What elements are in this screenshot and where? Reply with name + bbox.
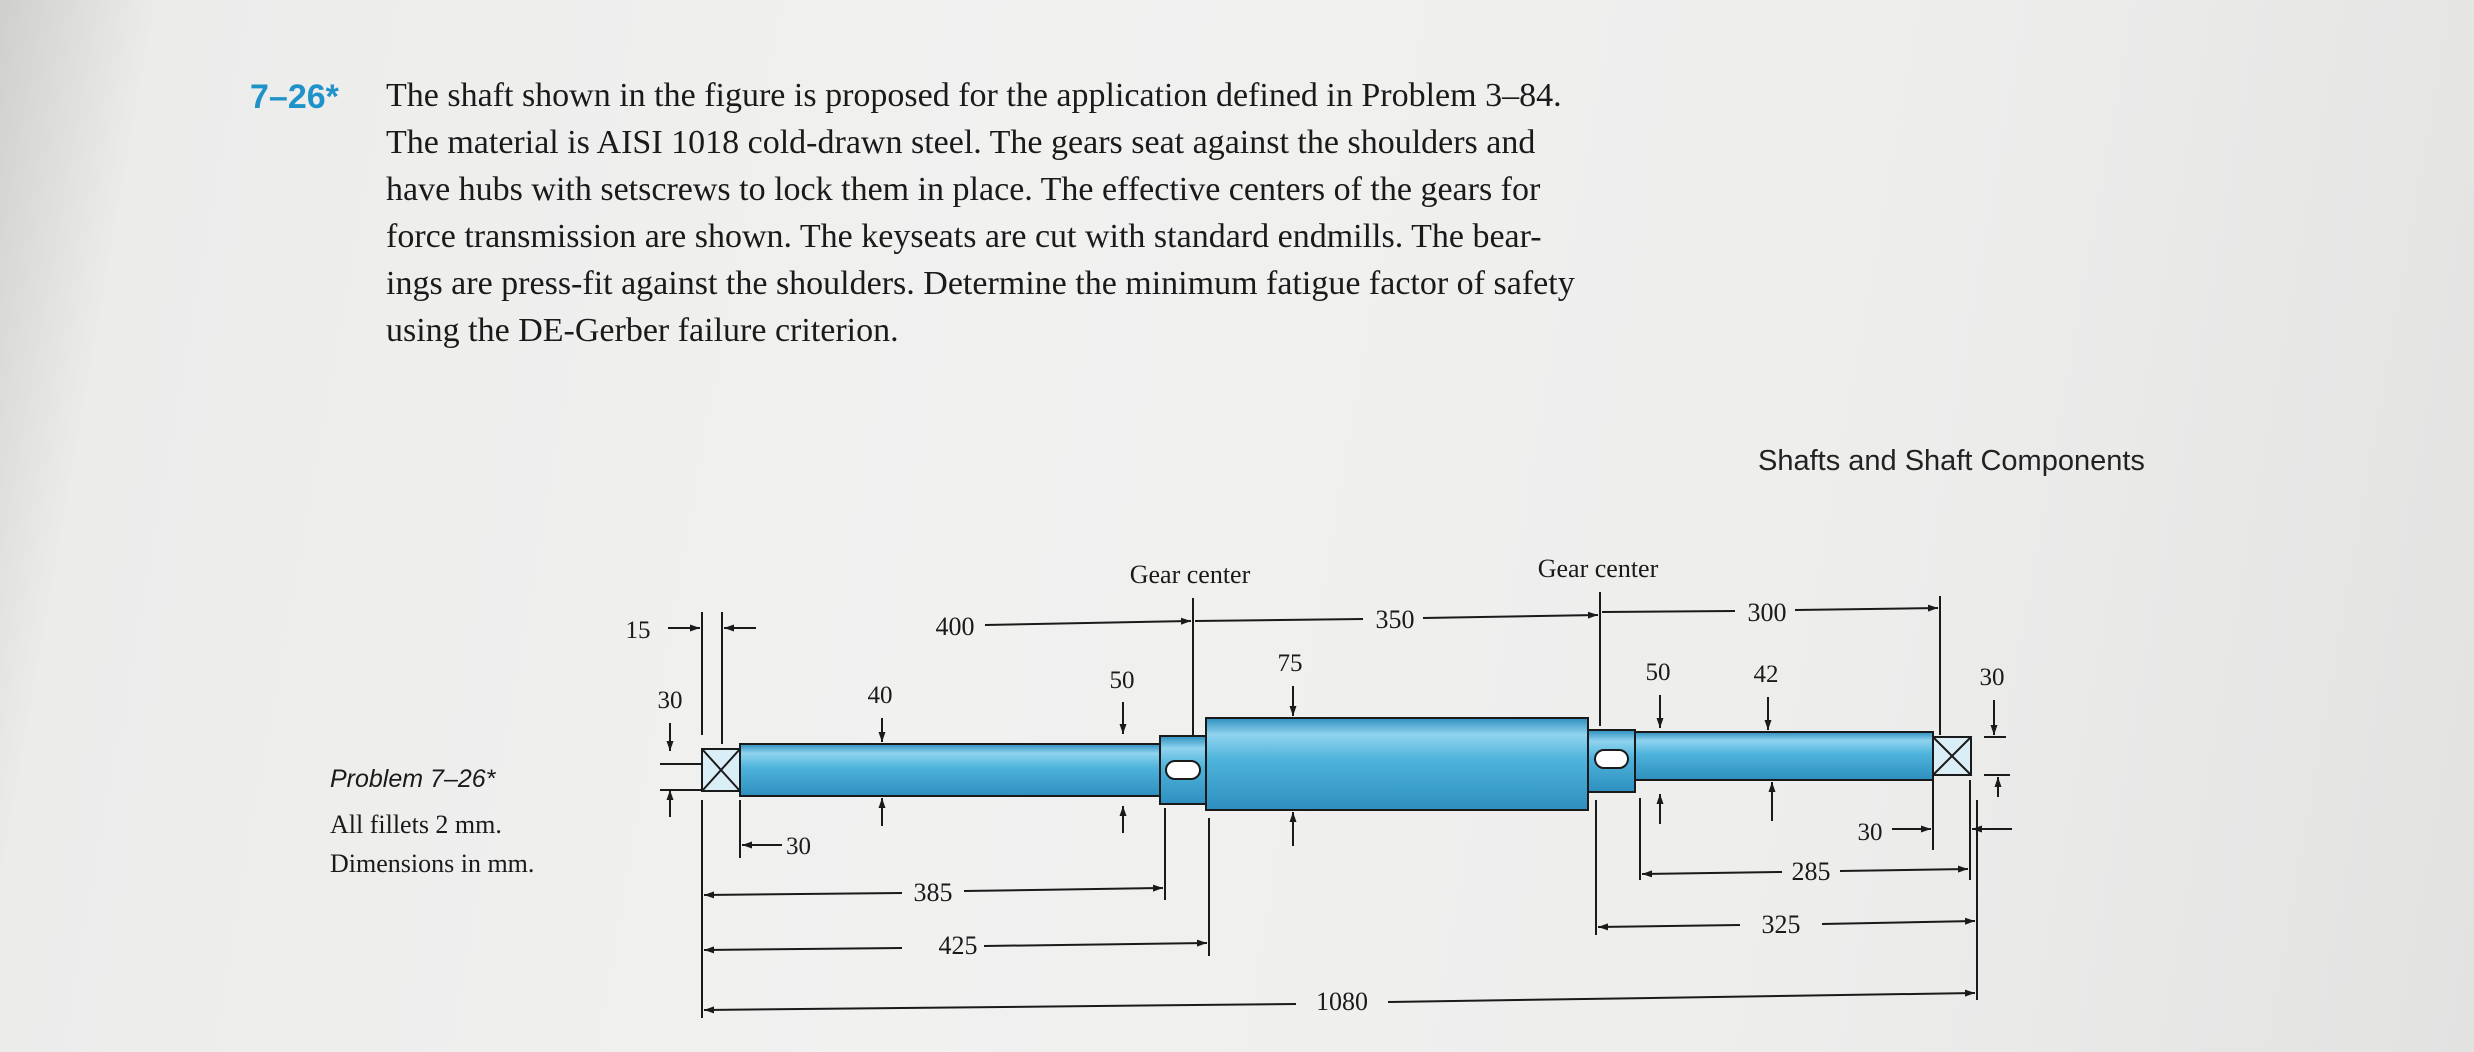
problem-line: ings are press-fit against the shoulders. Determine the minimum fatigue factor of safety <box>386 265 1575 302</box>
collar-75 <box>1206 718 1588 810</box>
gear-center-left-label: Gear center <box>1129 560 1251 589</box>
dim-1080: 1080 <box>1316 987 1368 1016</box>
left-keyseat <box>1166 761 1200 779</box>
caption-fillets: All fillets 2 mm. <box>330 810 502 839</box>
dim-425: 425 <box>938 931 978 960</box>
dim-400: 400 <box>935 612 975 641</box>
section-40 <box>740 744 1160 796</box>
dia-75: 75 <box>1277 650 1303 677</box>
dim-350: 350 <box>1375 605 1415 634</box>
section-42 <box>1635 732 1933 780</box>
dia-30-right: 30 <box>1979 664 2005 691</box>
bottom-dimensions <box>702 780 2012 1018</box>
chapter-header: Shafts and Shaft Components <box>1758 445 2145 477</box>
problem-number: 7–26* <box>250 78 339 116</box>
problem-line: force transmission are shown. The keyseats are cut with standard endmills. The bear- <box>386 218 1542 255</box>
dim-385: 385 <box>913 878 953 907</box>
len-30-left: 30 <box>786 833 811 860</box>
dia-40: 40 <box>867 682 893 709</box>
dim-325: 325 <box>1761 910 1801 939</box>
caption-title: Problem 7–26* <box>330 765 496 793</box>
len-30-right: 30 <box>1857 819 1883 846</box>
dim-15: 15 <box>625 617 651 644</box>
dia-42: 42 <box>1753 661 1779 688</box>
problem-line: The material is AISI 1018 cold-drawn steel. The gears seat against the shoulders and <box>386 124 1536 161</box>
problem-line: have hubs with setscrews to lock them in place. The effective centers of the gears for <box>386 171 1541 208</box>
problem-line: The shaft shown in the figure is proposed for the application defined in Problem 3–84. <box>386 77 1562 114</box>
problem-line: using the DE-Gerber failure criterion. <box>386 312 899 349</box>
caption-units: Dimensions in mm. <box>330 849 535 878</box>
shaft-body <box>702 718 1971 810</box>
dim-285: 285 <box>1791 857 1831 886</box>
gear-center-right-label: Gear center <box>1537 554 1659 583</box>
right-keyseat <box>1595 750 1628 768</box>
dia-50-right: 50 <box>1645 659 1671 686</box>
dim-300: 300 <box>1747 598 1787 627</box>
dia-30-left: 30 <box>657 687 683 714</box>
dia-50-left: 50 <box>1109 667 1135 694</box>
